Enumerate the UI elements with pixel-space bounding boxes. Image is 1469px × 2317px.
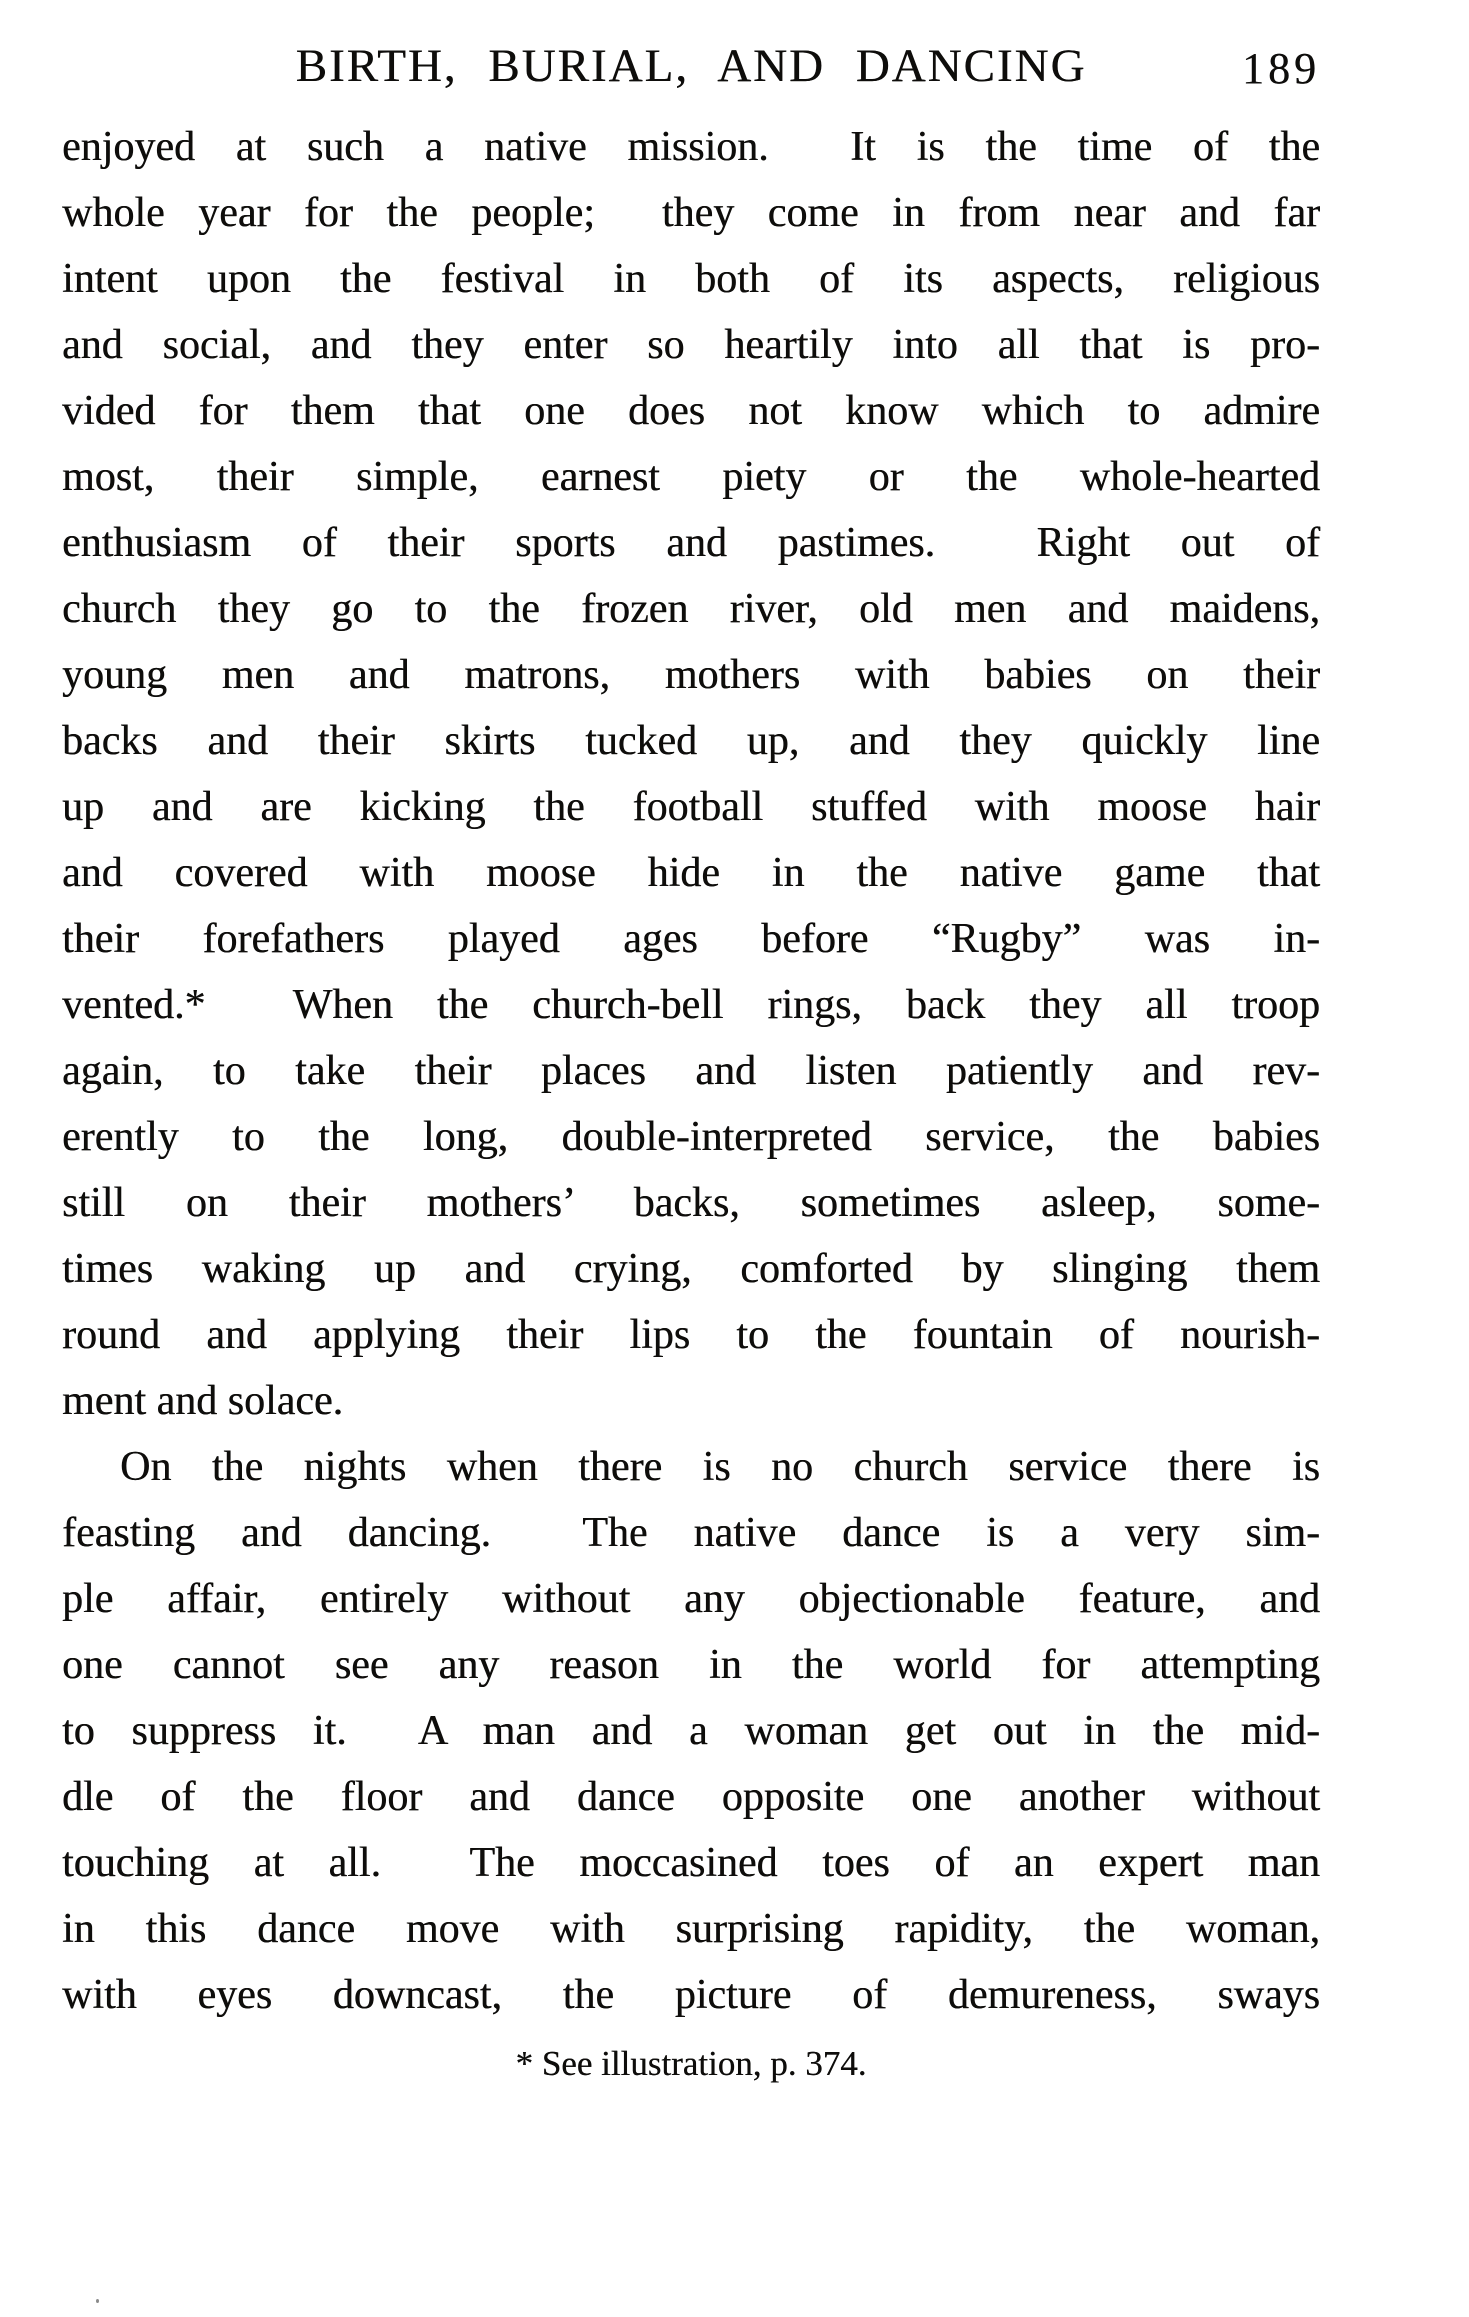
page-number: 189	[1242, 44, 1320, 93]
text-line: vided for them that one does not know which to admire	[62, 388, 1320, 434]
text-line: vented.* When the church-bell rings, back they all troop	[62, 982, 1320, 1028]
text-line: touching at all. The moccasined toes of an expert man	[62, 1840, 1320, 1886]
scan-artifact-speck	[96, 2299, 99, 2303]
page-body	[62, 114, 1320, 2028]
text-line: one cannot see any reason in the world for attempting	[62, 1642, 1320, 1688]
text-line: intent upon the festival in both of its aspects, religious	[62, 256, 1320, 302]
text-line: dle of the floor and dance opposite one another without	[62, 1774, 1320, 1820]
text-line: On the nights when there is no church service there is	[120, 1444, 1320, 1490]
text-line: whole year for the people; they come in from near and far	[62, 190, 1320, 236]
text-line: round and applying their lips to the fountain of nourish-	[62, 1312, 1320, 1358]
text-line: backs and their skirts tucked up, and they quickly line	[62, 718, 1320, 764]
text-line: and social, and they enter so heartily into all that is pro-	[62, 322, 1320, 368]
chapter-running-title: BIRTH, BURIAL, AND DANCING	[295, 40, 1087, 92]
text-column	[62, 38, 1320, 2083]
text-line: enjoyed at such a native mission. It is the time of the	[62, 124, 1320, 170]
text-line: still on their mothers’ backs, sometimes asleep, some-	[62, 1180, 1320, 1226]
text-line: up and are kicking the football stuffed with moose hair	[62, 784, 1320, 830]
text-line: ment and solace.	[62, 1378, 344, 1424]
text-line: in this dance move with surprising rapidity, the woman,	[62, 1906, 1320, 1952]
text-line: erently to the long, double-interpreted service, the babies	[62, 1114, 1320, 1160]
text-line: their forefathers played ages before “Rugby” was in-	[62, 916, 1320, 962]
text-line: enthusiasm of their sports and pastimes. Right out of	[62, 520, 1320, 566]
text-line: with eyes downcast, the picture of demureness, sways	[62, 1972, 1320, 2018]
text-line: most, their simple, earnest piety or the whole-hearted	[62, 454, 1320, 500]
text-line: to suppress it. A man and a woman get out in the mid-	[62, 1708, 1320, 1754]
text-line: ple affair, entirely without any objectionable feature, and	[62, 1576, 1320, 1622]
text-line: again, to take their places and listen patiently and rev-	[62, 1048, 1320, 1094]
text-line: feasting and dancing. The native dance is a very sim-	[62, 1510, 1320, 1556]
text-line: times waking up and crying, comforted by slinging them	[62, 1246, 1320, 1292]
footnote: * See illustration, p. 374.	[515, 2044, 867, 2083]
text-line: and covered with moose hide in the native game that	[62, 850, 1320, 896]
text-line: church they go to the frozen river, old men and maidens,	[62, 586, 1320, 632]
running-head	[62, 38, 1320, 100]
text-line: young men and matrons, mothers with babies on their	[62, 652, 1320, 698]
